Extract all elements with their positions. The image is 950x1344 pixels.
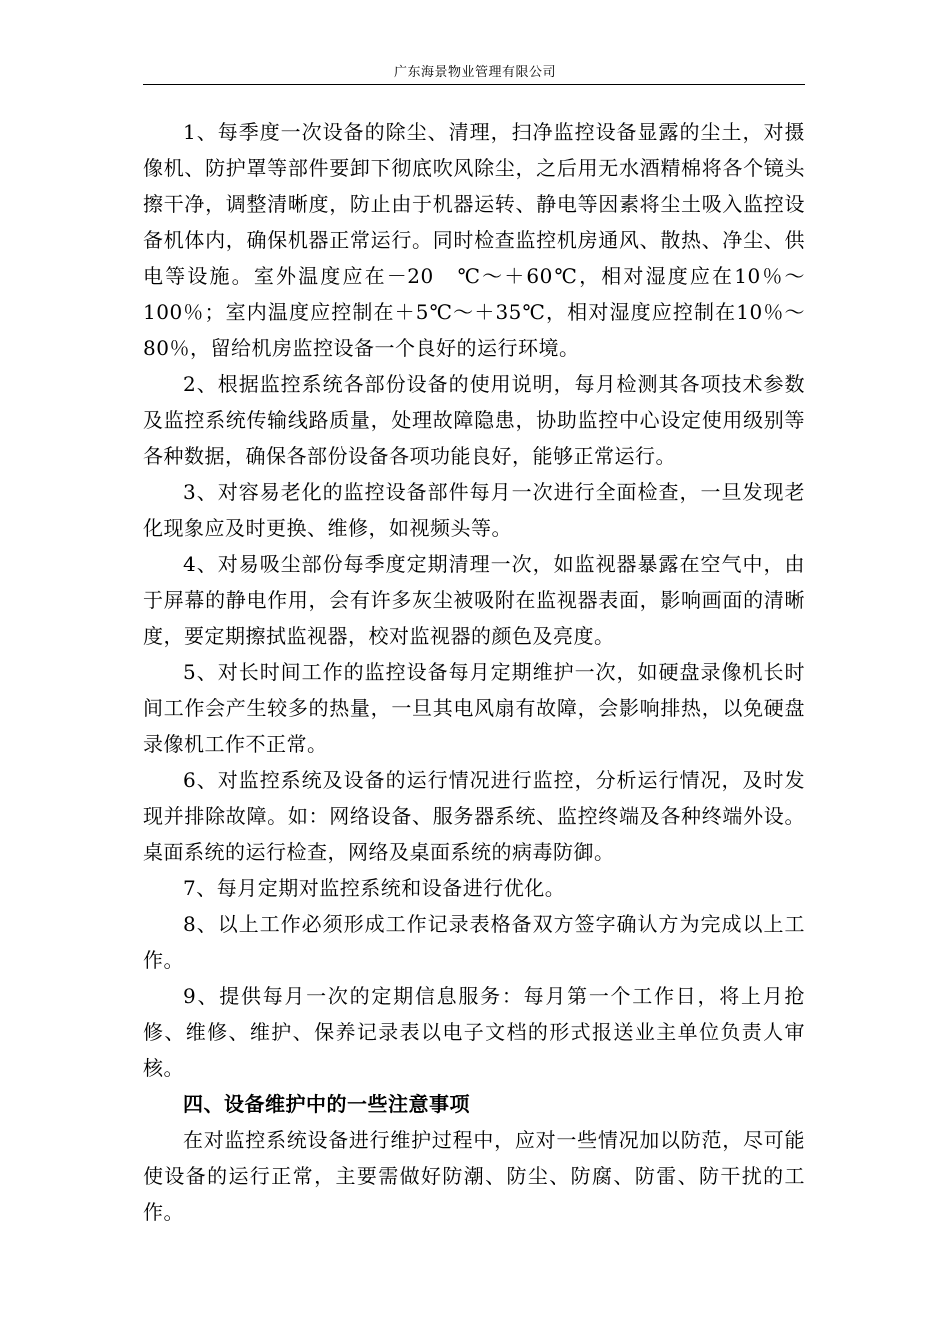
- document-body: [143, 114, 805, 1230]
- company-name: 广东海景物业管理有限公司: [393, 65, 556, 80]
- section-body: 在对监控系统设备进行维护过程中，应对一些情况加以防范，尽可能使设备的运行正常，主要需做好防潮、防尘、防腐、防雷、防干扰的工作。: [143, 1128, 805, 1224]
- paragraph-item-1: 1、每季度一次设备的除尘、清理，扫净监控设备显露的尘土，对摄像机、防护罩等部件要卸下彻底吹风除尘，之后用无水酒精棉将各个镜头擦干净，调整清晰度，防止由于机器运转、静电等因素将尘土吸入监控设备机体内，确保机器正常运行。同时检查监控机房通风、散热、净尘、供电等设施。室外温度应在－20 ℃～＋60℃，相对湿度应在10％～100％；室内温度应控制在＋5℃～＋35℃，相对湿度应控制在10％～80％，留给机房监控设备一个良好的运行环境。: [143, 120, 805, 360]
- section-heading: 四、设备维护中的一些注意事项: [183, 1092, 470, 1116]
- page-header: [0, 64, 950, 82]
- paragraph-item-3: 3、对容易老化的监控设备部件每月一次进行全面检查，一旦发现老化现象应及时更换、维修，如视频头等。: [143, 480, 805, 540]
- paragraph-item-6: 6、对监控系统及设备的运行情况进行监控，分析运行情况，及时发现并排除故障。如：网络设备、服务器系统、监控终端及各种终端外设。桌面系统的运行检查，网络及桌面系统的病毒防御。: [143, 768, 805, 864]
- paragraph-item-4: 4、对易吸尘部份每季度定期清理一次，如监视器暴露在空气中，由于屏幕的静电作用，会有许多灰尘被吸附在监视器表面，影响画面的清晰度，要定期擦拭监视器，校对监视器的颜色及亮度。: [143, 552, 805, 648]
- header-divider: [143, 84, 805, 85]
- paragraph-item-2: 2、根据监控系统各部份设备的使用说明，每月检测其各项技术参数及监控系统传输线路质量，处理故障隐患，协助监控中心设定使用级别等各种数据，确保各部份设备各项功能良好，能够正常运行。: [143, 372, 805, 468]
- paragraph-item-7: 7、每月定期对监控系统和设备进行优化。: [183, 876, 566, 900]
- paragraph-item-9: 9、提供每月一次的定期信息服务：每月第一个工作日，将上月抢修、维修、维护、保养记录表以电子文档的形式报送业主单位负责人审核。: [143, 984, 805, 1080]
- paragraph-item-8: 8、以上工作必须形成工作记录表格备双方签字确认方为完成以上工作。: [143, 912, 805, 972]
- paragraph-item-5: 5、对长时间工作的监控设备每月定期维护一次，如硬盘录像机长时间工作会产生较多的热量，一旦其电风扇有故障，会影响排热，以免硬盘录像机工作不正常。: [143, 660, 805, 756]
